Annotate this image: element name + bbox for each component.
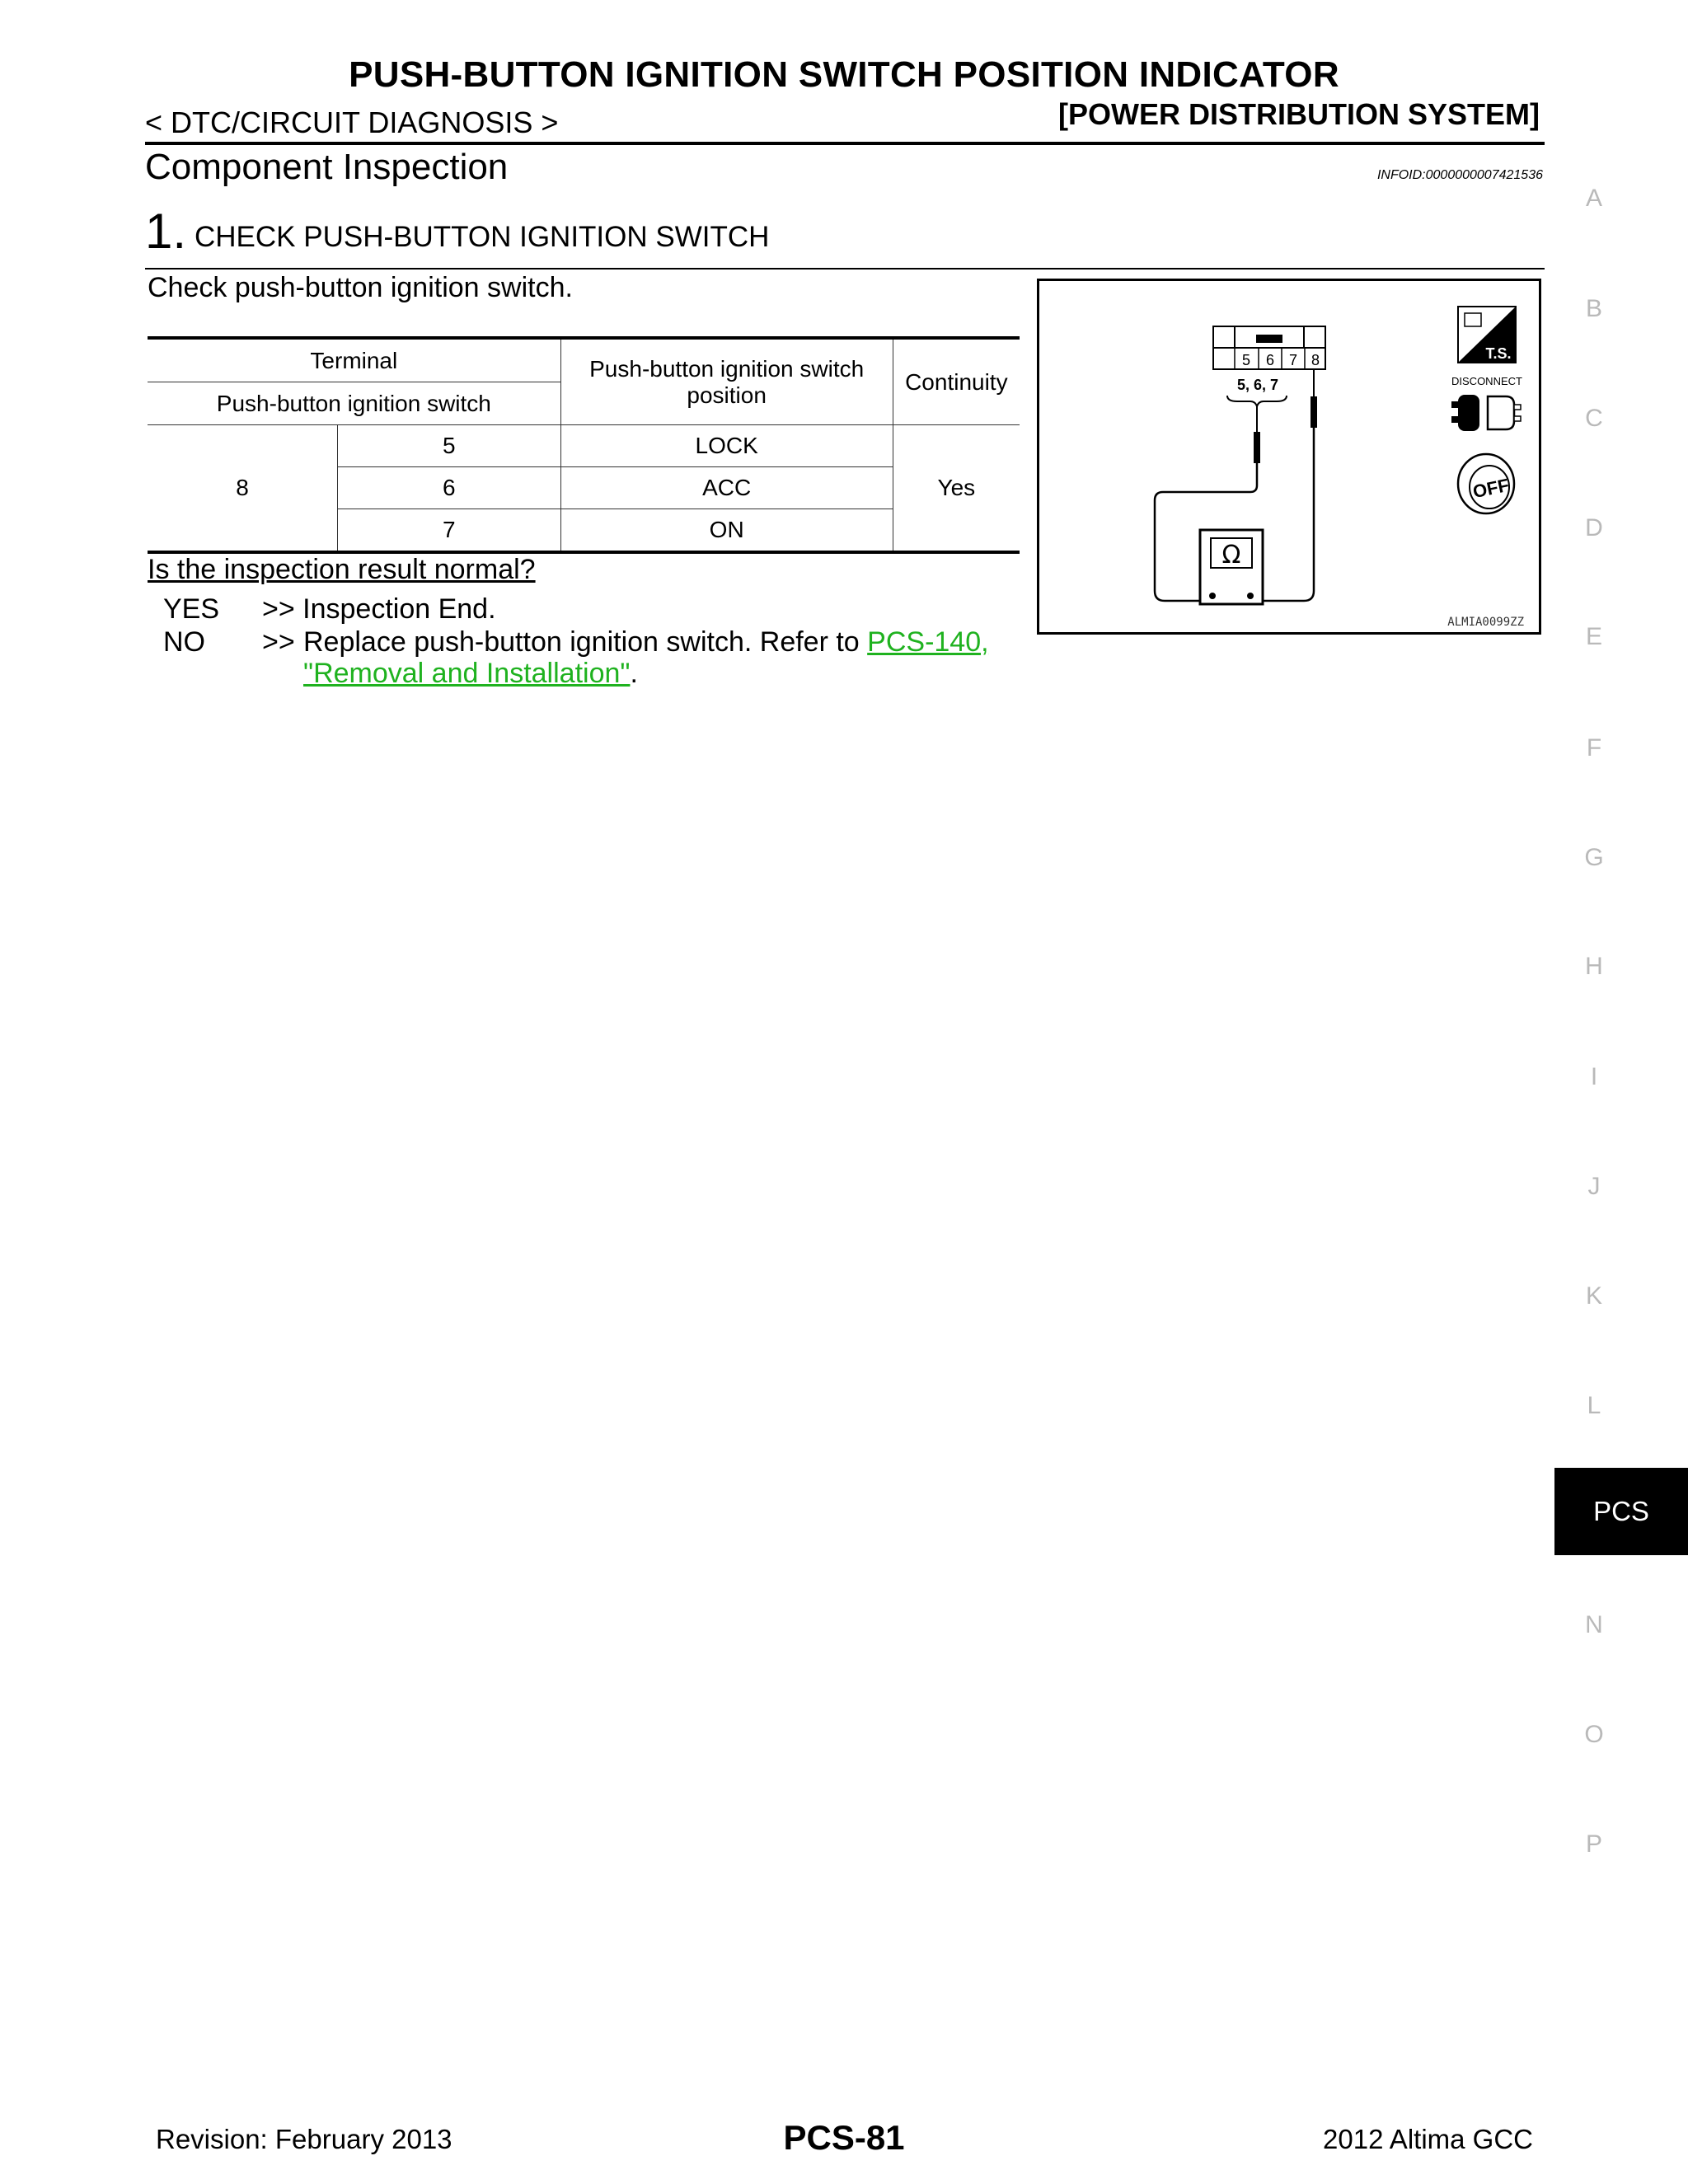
side-index-letter[interactable]: H [1585,953,1603,980]
pin-label: 5 [1241,352,1251,368]
side-index-letter[interactable]: P [1585,1830,1602,1858]
instruction-text: Check push-button ignition switch. [148,272,573,303]
side-index-letter[interactable]: K [1585,1282,1602,1310]
side-index-letter[interactable]: J [1587,1173,1601,1200]
footer-model: 2012 Altima GCC [1323,2124,1533,2154]
section-heading: Component Inspection [145,147,509,187]
side-index-letter[interactable]: E [1585,623,1602,650]
side-index-letter[interactable]: I [1590,1063,1598,1090]
connector [1213,326,1325,369]
side-index-letter[interactable]: C [1585,405,1603,432]
table-header-sub: Push-button ignition switch [148,382,560,425]
side-index-letter[interactable]: G [1584,844,1604,871]
no-text-line [303,626,989,658]
inspection-diagram [1037,279,1541,635]
table-cell-position: LOCK [560,425,893,467]
disconnect-icon [1451,395,1521,431]
pcs-140-link[interactable]: PCS-140, [867,626,989,658]
table-header-terminal: Terminal [148,338,560,382]
no-text-line-2 [303,658,638,690]
ts-label: T.S. [1485,345,1512,362]
pin-label: 7 [1288,352,1298,368]
yes-label: YES [163,593,220,625]
footer-revision: Revision: February 2013 [156,2124,452,2154]
side-index-letter[interactable]: A [1585,185,1602,212]
bracket [1227,396,1287,406]
table-cell-continuity: Yes [893,425,1020,553]
table-row [148,425,1020,467]
disconnect-label: DISCONNECT [1451,375,1522,387]
table-header-continuity: Continuity [893,338,1020,425]
ignition-off-icon [1458,454,1514,513]
breadcrumb: < DTC/CIRCUIT DIAGNOSIS > [145,105,559,139]
table-cell-terminal: 7 [338,509,561,553]
no-prefix: >> [262,626,295,658]
table-cell-terminal: 5 [338,425,561,467]
header-rule [145,142,1545,145]
side-index-letter[interactable]: N [1585,1611,1603,1638]
system-label: [POWER DISTRIBUTION SYSTEM] [1058,97,1540,131]
ohmmeter [1200,530,1263,604]
step-number: 1. [145,204,187,259]
table-header-position: Push-button ignition switch position [560,338,893,425]
probe-right [1255,370,1317,601]
no-text: Replace push-button ignition switch. Refer to [303,626,868,658]
pin-label: 8 [1311,352,1320,368]
page-title: PUSH-BUTTON IGNITION SWITCH POSITION INDICATOR [349,54,1339,95]
no-label: NO [163,626,205,658]
side-index-letter[interactable]: D [1585,514,1603,541]
side-index-active-tab[interactable]: PCS [1554,1468,1688,1555]
no-suffix: . [630,658,638,689]
table-cell-position: ON [560,509,893,553]
yes-text: >> Inspection End. [262,593,496,625]
table-cell-position: ACC [560,467,893,509]
diagram-illustration [1039,281,1539,632]
off-label: OFF [1470,474,1512,503]
step-title: CHECK PUSH-BUTTON IGNITION SWITCH [195,221,770,253]
inspection-question: Is the inspection result normal? [148,554,536,585]
side-index-letter[interactable]: L [1587,1392,1601,1419]
table-cell-terminal: 6 [338,467,561,509]
diagram-code: ALMIA0099ZZ [1447,616,1524,629]
info-id: INFOID:0000000007421536 [1376,168,1543,182]
removal-installation-link[interactable]: "Removal and Installation" [303,658,631,689]
side-index-letter[interactable]: B [1585,295,1602,322]
ohm-symbol: Ω [1221,541,1241,569]
table-cell-common-terminal: 8 [148,425,338,553]
ts-icon [1458,307,1516,363]
step-rule [145,268,1545,269]
footer-page-number: PCS-81 [783,2118,905,2157]
pin-label: 6 [1265,352,1275,368]
probe-label: 5, 6, 7 [1236,377,1279,393]
side-index-letter[interactable]: O [1584,1721,1604,1748]
side-index-letter[interactable]: F [1586,734,1602,762]
continuity-table [148,336,1020,554]
